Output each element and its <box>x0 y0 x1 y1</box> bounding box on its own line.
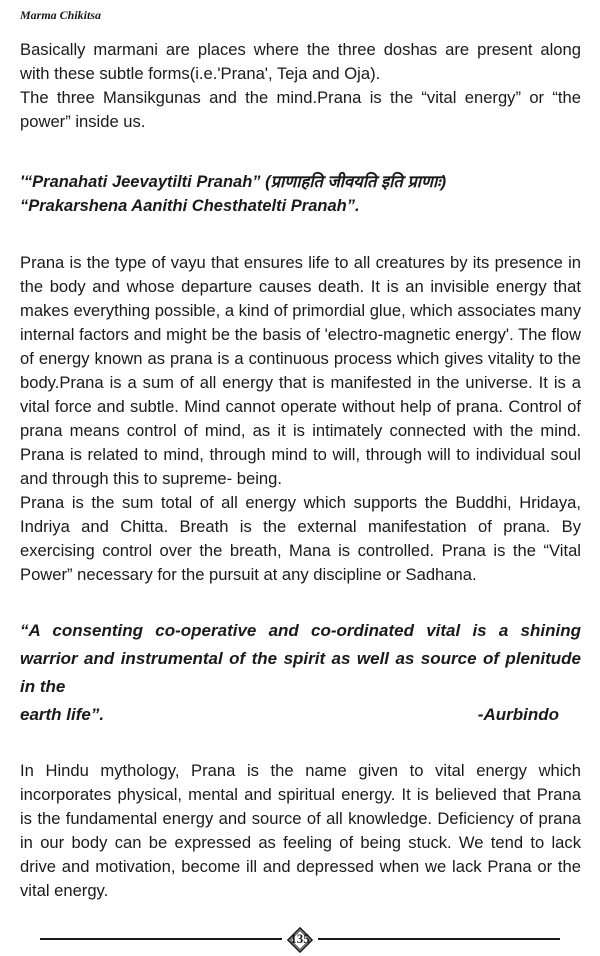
intro-paragraph-1: Basically marmani are places where the three doshas are present along with these subtle forms(i.e.'Prana', Teja and Oja). <box>20 40 581 83</box>
aurobindo-quote <box>20 617 581 729</box>
body-paragraph-2: Prana is the sum total of all energy which supports the Buddhi, Hridaya, Indriya and Chitta. Breath is the external manifestation of prana. By exercising control over the breath, Mana is controlled. Prana is the “Vital Power” necessary for the pursuit at any discipline or Sadhana. <box>20 493 581 584</box>
intro-paragraph-2: The three Mansikgunas and the mind.Prana is the “vital energy” or “the power” inside us. <box>20 88 581 131</box>
sanskrit-quote-line-2: “Prakarshena Aanithi Chesthatelti Pranah”. <box>20 197 360 215</box>
footer-rule-left <box>40 938 282 940</box>
aurobindo-quote-last-line: earth life”. <box>20 705 105 724</box>
running-header: Marma Chikitsa <box>20 8 102 22</box>
page-content <box>20 38 581 903</box>
sanskrit-quote-line-1: '“Pranahati Jeevaytilti Pranah” (प्राणाहति जीवयति इति प्राणाः) <box>20 173 447 191</box>
page-footer <box>0 926 600 952</box>
quote-attribution: -Aurbindo <box>477 705 559 724</box>
hindu-mythology-paragraph: In Hindu mythology, Prana is the name given to vital energy which incorporates physical, mental and spiritual energy. It is believed that Prana is the fundamental energy and source of all knowledge. Deficiency of prana in our body can be expressed as feeling of being stuck. We tend to lack drive and motivation, become ill and depressed when we lack Prana or the vital energy. <box>20 761 581 900</box>
page-number: 135 <box>290 931 310 946</box>
body-paragraph-1: Prana is the type of vayu that ensures life to all creatures by its presence in the body and whose departure causes death. It is an invisible energy that makes everything possible, a kind of primordial glue, which associates many internal factors and might be the basis of 'electro-magnetic energy'. The flow of energy known as prana is a continuous process which gives vitality to the body.Prana is a sum of all energy that is manifested in the universe. It is a vital force and subtle. Mind cannot operate without help of prana. Control of prana means control of mind, as it is intimately connected with the mind. Prana is related to mind, through mind to will, through will to individual soul and through this to supreme- being. <box>20 253 581 488</box>
aurobindo-quote-text: “A consenting co-operative and co-ordinated vital is a shining warrior and instrumental of the spirit as well as source of plenitude in the <box>20 621 581 696</box>
footer-rule-right <box>318 938 560 940</box>
